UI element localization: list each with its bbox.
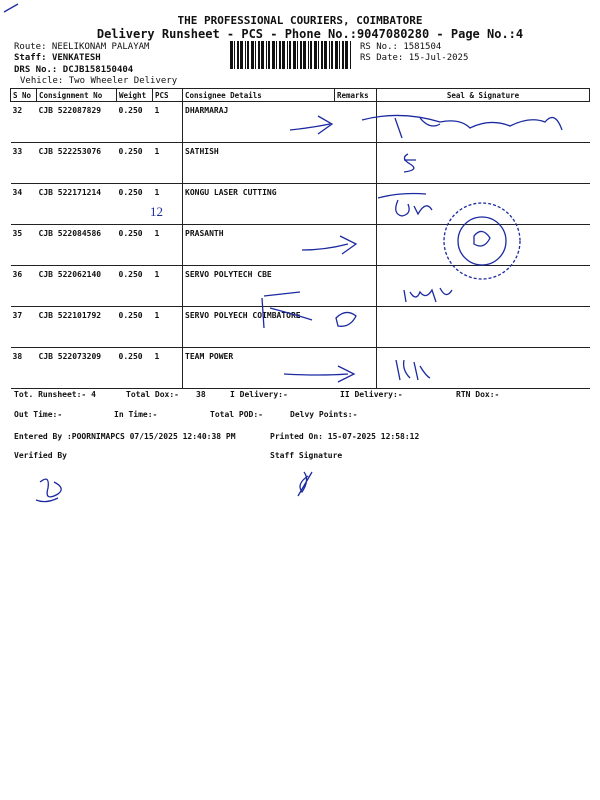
- seal-stamp: [474, 231, 490, 246]
- col-header-remarks: Remarks: [335, 89, 377, 102]
- cell-sno: 38: [11, 348, 37, 389]
- cell-consignment: CJB 522253076: [37, 143, 117, 184]
- in-time: In Time:-: [114, 410, 158, 419]
- rs-number: RS No.: 1581504: [360, 42, 442, 52]
- company-title: THE PROFESSIONAL COURIERS, COIMBATORE: [177, 14, 423, 27]
- cell-consignment: CJB 522062140: [37, 266, 117, 307]
- total-pod: Total POD:-: [210, 410, 263, 419]
- cell-pcs: 1: [153, 143, 183, 184]
- signature-staff: [298, 472, 312, 496]
- cell-weight: 0.250: [117, 225, 153, 266]
- i-delivery: I Delivery:-: [230, 390, 288, 399]
- cell-consignment: CJB 522171214: [37, 184, 117, 225]
- vehicle: Vehicle: Two Wheeler Delivery: [20, 76, 178, 86]
- cell-sno: 36: [11, 266, 37, 307]
- signature-row-34: [378, 194, 432, 217]
- drs-label: DRS No.:: [14, 65, 58, 75]
- arrow-mark: [284, 366, 354, 382]
- cell-sno: 33: [11, 143, 37, 184]
- col-header-weight: Weight: [117, 89, 153, 102]
- cell-consignee: SATHISH: [183, 143, 335, 184]
- signature-row-37: [262, 292, 312, 328]
- col-header-consignee: Consignee Details: [183, 89, 335, 102]
- cell-pcs: 1: [153, 348, 183, 389]
- staff-label: Staff:: [14, 53, 47, 63]
- seal-stamp: [458, 217, 506, 265]
- cell-pcs: 1: [153, 307, 183, 348]
- row34-handwritten-note: 12: [150, 204, 163, 219]
- entered-by: Entered By :POORNIMAPCS 07/15/2025 12:40:38 PM: [14, 432, 236, 441]
- cell-weight: 0.250: [117, 348, 153, 389]
- col-header-seal-signature: Seal & Signature: [377, 89, 590, 102]
- printed-on: Printed On: 15-07-2025 12:58:12: [270, 432, 420, 441]
- cell-consignee: DHARMARAJ: [183, 102, 335, 143]
- seal-stamp: [444, 203, 520, 279]
- rs-date: RS Date: 15-Jul-2025: [360, 53, 469, 63]
- total-dox-label: Total Dox:-: [126, 390, 179, 399]
- col-header-consignment: Consignment No: [37, 89, 117, 102]
- signature-row-32: [362, 115, 562, 138]
- arrow-mark: [290, 116, 332, 134]
- rtn-dox: RTN Dox:-: [456, 390, 500, 399]
- verified-by: Verified By: [14, 451, 67, 460]
- col-header-sno: S No: [11, 89, 37, 102]
- cell-sno: 37: [11, 307, 37, 348]
- cell-consignment: CJB 522084586: [37, 225, 117, 266]
- tot-runsheet: Tot. Runsheet:- 4: [14, 390, 96, 399]
- cell-pcs: 1: [153, 225, 183, 266]
- cell-pcs: 1: [153, 102, 183, 143]
- cell-pcs: 1: [153, 184, 183, 225]
- route: Route: NEELIKONAM PALAYAM: [14, 42, 150, 52]
- staff-value: VENKATESH: [51, 53, 101, 63]
- cell-consignee: SERVO POLYECH COIMBATORE: [183, 307, 335, 348]
- cell-consignee: TEAM POWER: [183, 348, 335, 389]
- cell-sno: 34: [11, 184, 37, 225]
- signature-row-38: [396, 360, 430, 380]
- cell-weight: 0.250: [117, 102, 153, 143]
- tick-mark: [4, 4, 18, 12]
- signature-row-33: [404, 154, 416, 172]
- runsheet-subtitle: Delivery Runsheet - PCS - Phone No.:9047080280 - Page No.:4: [96, 27, 524, 41]
- cell-pcs: 1: [153, 266, 183, 307]
- drs-value: DCJB158150404: [62, 65, 134, 75]
- cell-weight: 0.250: [117, 307, 153, 348]
- cell-consignee: SERVO POLYTECH CBE: [183, 266, 335, 307]
- cell-consignment: CJB 522101792: [37, 307, 117, 348]
- signature-row-37: [336, 312, 356, 326]
- cell-weight: 0.250: [117, 266, 153, 307]
- cell-consignee: KONGU LASER CUTTING: [183, 184, 335, 225]
- cell-sno: 32: [11, 102, 37, 143]
- out-time: Out Time:-: [14, 410, 63, 419]
- col-header-pcs: PCS: [153, 89, 183, 102]
- cell-weight: 0.250: [117, 184, 153, 225]
- delvy-points: Delvy Points:-: [290, 410, 358, 419]
- cell-consignment: CJB 522073209: [37, 348, 117, 389]
- cell-consignment: CJB 522087829: [37, 102, 117, 143]
- cell-consignee: PRASANTH: [183, 225, 335, 266]
- staff-signature-label: Staff Signature: [270, 451, 343, 460]
- ii-delivery: II Delivery:-: [340, 390, 403, 399]
- signature-row-36: [404, 288, 452, 302]
- arrow-mark: [302, 236, 356, 254]
- signature-verified: [36, 479, 61, 502]
- cell-sno: 35: [11, 225, 37, 266]
- cell-weight: 0.250: [117, 143, 153, 184]
- total-dox-value: 38: [196, 390, 206, 399]
